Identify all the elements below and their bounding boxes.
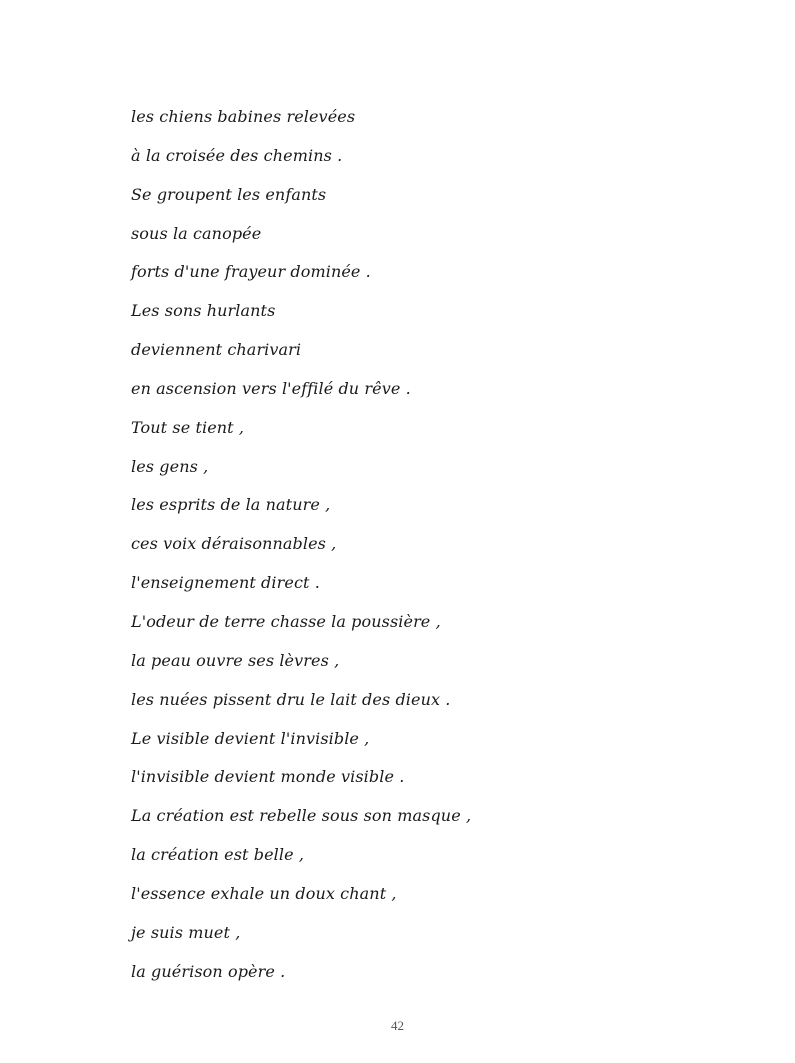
poem-line: la peau ouvre ses lèvres , bbox=[131, 650, 340, 670]
poem-line: les chiens babines relevées bbox=[131, 107, 356, 126]
poem-line: ces voix déraisonnables , bbox=[131, 534, 337, 554]
poem-line: sous la canopée bbox=[131, 223, 262, 243]
poem-line: L'odeur de terre chasse la poussière , bbox=[131, 611, 441, 631]
poem-line: Les sons hurlants bbox=[131, 301, 276, 321]
poem-text bbox=[131, 98, 471, 991]
poem-line: La création est rebelle sous son masque , bbox=[131, 806, 472, 826]
poem-line: l'invisible devient monde visible . bbox=[131, 767, 405, 787]
poem-line: Le visible devient l'invisible , bbox=[131, 728, 370, 748]
page-number: 42 bbox=[391, 1018, 404, 1033]
poem-line: deviennent charivari bbox=[131, 340, 302, 360]
poem-line: les nuées pissent dru le lait des dieux . bbox=[131, 689, 451, 709]
poem-line: l'enseignement direct . bbox=[131, 573, 320, 593]
poem-line: les gens , bbox=[131, 456, 209, 476]
poem-line: les esprits de la nature , bbox=[131, 495, 331, 515]
poem-line: en ascension vers l'effilé du rêve . bbox=[131, 378, 411, 398]
poem-line: forts d'une frayeur dominée . bbox=[131, 262, 371, 282]
poem-line: la création est belle , bbox=[131, 845, 305, 865]
poem-line: à la croisée des chemins . bbox=[131, 145, 343, 165]
poem-line: la guérison opère . bbox=[131, 961, 286, 981]
poem-line: Tout se tient , bbox=[131, 417, 245, 437]
poem-line: l'essence exhale un doux chant , bbox=[131, 883, 397, 903]
poem-line: je suis muet , bbox=[131, 922, 241, 942]
poem-line: Se groupent les enfants bbox=[131, 184, 327, 204]
